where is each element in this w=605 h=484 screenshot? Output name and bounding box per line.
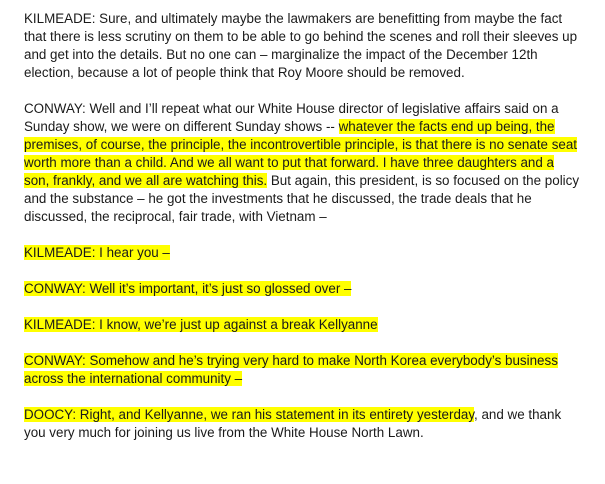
highlighted-text-segment: DOOCY: Right, and Kellyanne, we ran his statement in its entirety yesterday [24,407,475,422]
text-segment: But again, this president, is so focused on the policy and the substance – he got the investments that he discussed, the trade deals that he discussed, the reciprocal, fair trade, with Vietnam – [24,173,580,224]
paragraph-conway-1 [24,100,582,226]
highlighted-text-segment: KILMEADE: I know, we’re just up against a break Kellyanne [24,317,378,332]
transcript-document [24,10,582,460]
highlighted-text-segment: CONWAY: Somehow and he’s trying very hard to make North Korea everybody’s business across the international community – [24,353,558,386]
highlighted-text-segment: KILMEADE: I hear you – [24,245,170,260]
text-segment: CONWAY: Well and I’ll repeat what our White House director of legislative affairs said on a Sunday show, we were on different Sunday shows -- [24,101,559,134]
highlighted-text-segment: CONWAY: Well it’s important, it’s just so glossed over – [24,281,352,296]
paragraph-conway-2 [24,280,582,298]
text-segment: KILMEADE: Sure, and ultimately maybe the lawmakers are benefitting from maybe the fact that there is less scrutiny on them to be able to go behind the scenes and roll their sleeves up and get into the details. But no one can – marginalize the impact of the December 12th election, because a lot of people think that Roy Moore should be removed. [24,11,578,80]
paragraph-kilmeade-2 [24,244,582,262]
text-segment: , and we thank you very much for joining us live from the White House North Lawn. [24,407,562,440]
paragraph-doocy-1 [24,406,582,442]
paragraph-conway-3 [24,352,582,388]
paragraph-kilmeade-1 [24,10,582,82]
highlighted-text-segment: whatever the facts end up being, the premises, of course, the principle, the incontrovertible principle, is that there is no senate seat worth more than a child. And we all want to put that forward. I have three daughters and a son, frankly, and we all are watching this. [24,119,578,188]
paragraph-kilmeade-3 [24,316,582,334]
